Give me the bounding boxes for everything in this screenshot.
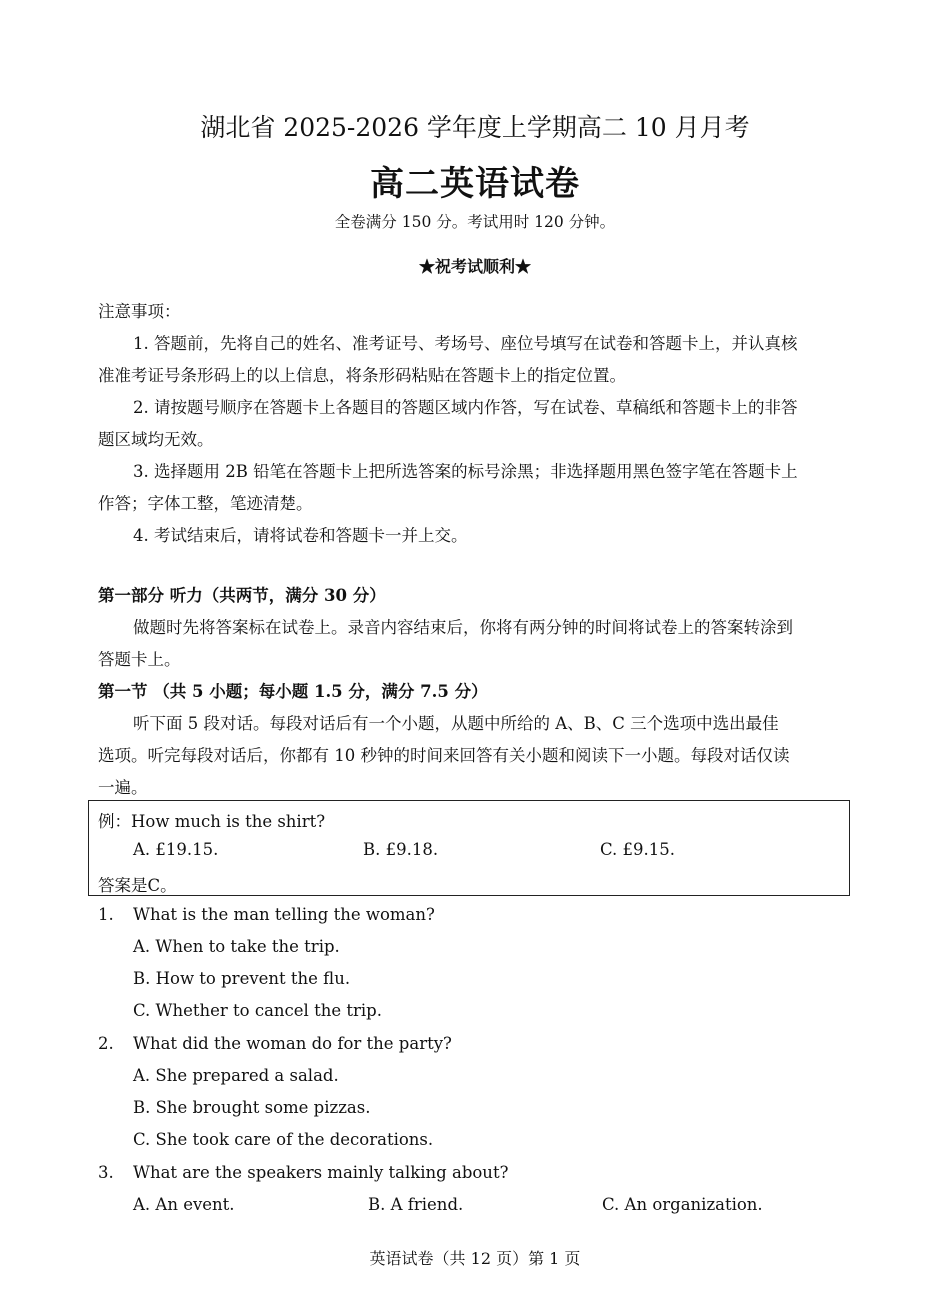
notice-item-3-cont: 作答；字体工整，笔迹清楚。: [98, 494, 313, 513]
question-number: 1.: [98, 905, 114, 924]
page-footer: 英语试卷（共 12 页）第 1 页: [369, 1249, 581, 1268]
example-option-a: A. £19.15.: [133, 840, 219, 859]
question-option: B. A friend.: [368, 1195, 464, 1214]
question-option: C. She took care of the decorations.: [133, 1130, 434, 1149]
question-option: A. When to take the trip.: [133, 937, 340, 956]
section1-line1: 听下面 5 段对话。每段对话后有一个小题，从题中所给的 A、B、C 三个选项中选出最佳: [133, 714, 779, 733]
question-option: B. How to prevent the flu.: [133, 969, 351, 988]
question-number: 2.: [98, 1034, 114, 1053]
question-option: C. An organization.: [602, 1195, 763, 1214]
notice-heading: 注意事项：: [98, 302, 181, 321]
example-question: 例：How much is the shirt?: [98, 812, 326, 831]
notice-item-1-cont: 准准考证号条形码上的以上信息，将条形码粘贴在答题卡上的指定位置。: [98, 366, 626, 385]
notice-item-2: 2. 请按题号顺序在答题卡上各题目的答题区域内作答，写在试卷、草稿纸和答题卡上的非答: [133, 398, 798, 417]
part1-intro-line2: 答题卡上。: [98, 650, 181, 669]
section1-heading: 第一节 （共 5 小题；每小题 1.5 分，满分 7.5 分）: [98, 682, 488, 701]
notice-item-1: 1. 答题前，先将自己的姓名、准考证号、考场号、座位号填写在试卷和答题卡上，并认真核: [133, 334, 798, 353]
question-text: What did the woman do for the party?: [133, 1034, 452, 1053]
notice-item-2-cont: 题区域均无效。: [98, 430, 214, 449]
notice-item-4: 4. 考试结束后，请将试卷和答题卡一并上交。: [133, 526, 468, 545]
question-option: C. Whether to cancel the trip.: [133, 1001, 382, 1020]
blessing-text: ★祝考试顺利★: [418, 257, 531, 276]
question-number: 3.: [98, 1163, 114, 1182]
notice-item-3: 3. 选择题用 2B 铅笔在答题卡上把所选答案的标号涂黑；非选择题用黑色签字笔在答题卡上: [133, 462, 798, 481]
question-option: A. She prepared a salad.: [133, 1066, 339, 1085]
exam-title: 湖北省 2025-2026 学年度上学期高二 10 月月考: [200, 113, 750, 142]
question-text: What is the man telling the woman?: [133, 905, 435, 924]
example-answer: 答案是C。: [98, 876, 177, 895]
question-option: B. She brought some pizzas.: [133, 1098, 371, 1117]
section1-line2: 选项。听完每段对话后，你都有 10 秒钟的时间来回答有关小题和阅读下一小题。每段对话仅读: [98, 746, 790, 765]
part1-intro-line1: 做题时先将答案标在试卷上。录音内容结束后，你将有两分钟的时间将试卷上的答案转涂到: [133, 618, 793, 637]
score-time-info: 全卷满分 150 分。考试用时 120 分钟。: [334, 213, 616, 231]
question-option: A. An event.: [133, 1195, 235, 1214]
example-option-b: B. £9.18.: [363, 840, 439, 859]
example-option-c: C. £9.15.: [600, 840, 676, 859]
section1-line3: 一遍。: [98, 778, 148, 797]
question-text: What are the speakers mainly talking about?: [133, 1163, 509, 1182]
part1-heading: 第一部分 听力（共两节，满分 30 分）: [98, 586, 386, 605]
paper-title: 高二英语试卷: [370, 164, 580, 204]
